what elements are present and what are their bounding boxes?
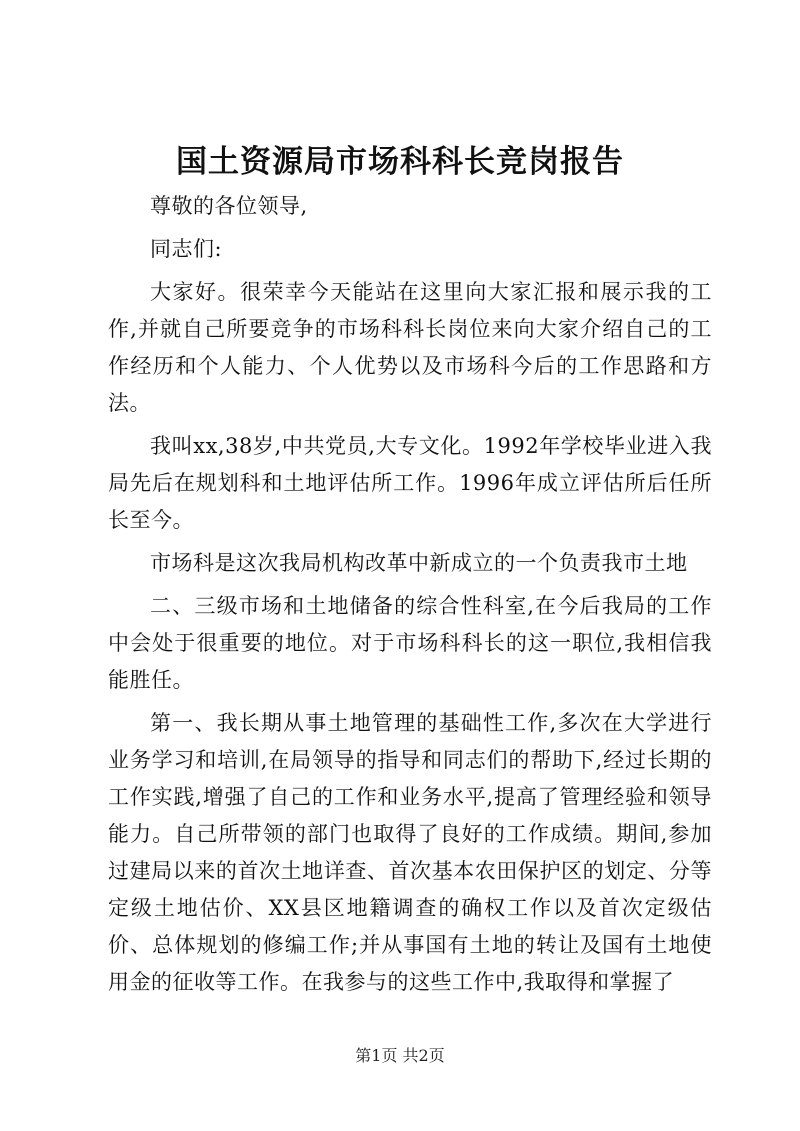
paragraph-intro: 大家好。很荣幸今天能站在这里向大家汇报和展示我的工作,并就自己所要竞争的市场科科长岗位来向大家介绍自己的工作经历和个人能力、个人优势以及市场科今后的工作思路和方法。: [108, 280, 712, 415]
document-title: 国土资源局市场科科长竞岗报告: [176, 144, 624, 180]
paragraph-market-section: 市场科是这次我局机构改革中新成立的一个负责我市土地: [150, 551, 688, 575]
document-body: [108, 188, 712, 1001]
paragraph-self-introduction: 我叫xx,38岁,中共党员,大专文化。1992年学校毕业进入我局先后在规划科和土地评估所工作。1996年成立评估所后任所长至今。: [108, 434, 712, 532]
paragraph-market-role: 二、三级市场和土地储备的综合性科室,在今后我局的工作中会处于很重要的地位。对于市场科科长的这一职位,我相信我能胜任。: [108, 594, 712, 692]
paragraph-greeting: 同志们:: [150, 237, 223, 261]
paragraph-first-point: 第一、我长期从事土地管理的基础性工作,多次在大学进行业务学习和培训,在局领导的指导和同志们的帮助下,经过长期的工作实践,增强了自己的工作和业务水平,提高了管理经验和领导能力。自己所带领的部门也取得了良好的工作成绩。期间,参加过建局以来的首次土地详查、首次基本农田保护区的划定、分等定级土地估价、XX县区地籍调查的确权工作以及首次定级估价、总体规划的修编工作;并从事国有土地的转让及国有土地使用金的征收等工作。在我参与的这些工作中,我取得和掌握了: [108, 711, 712, 994]
paragraph-salutation: 尊敬的各位领导,: [150, 194, 308, 218]
page-footer: 第1页 共2页: [355, 1046, 445, 1065]
